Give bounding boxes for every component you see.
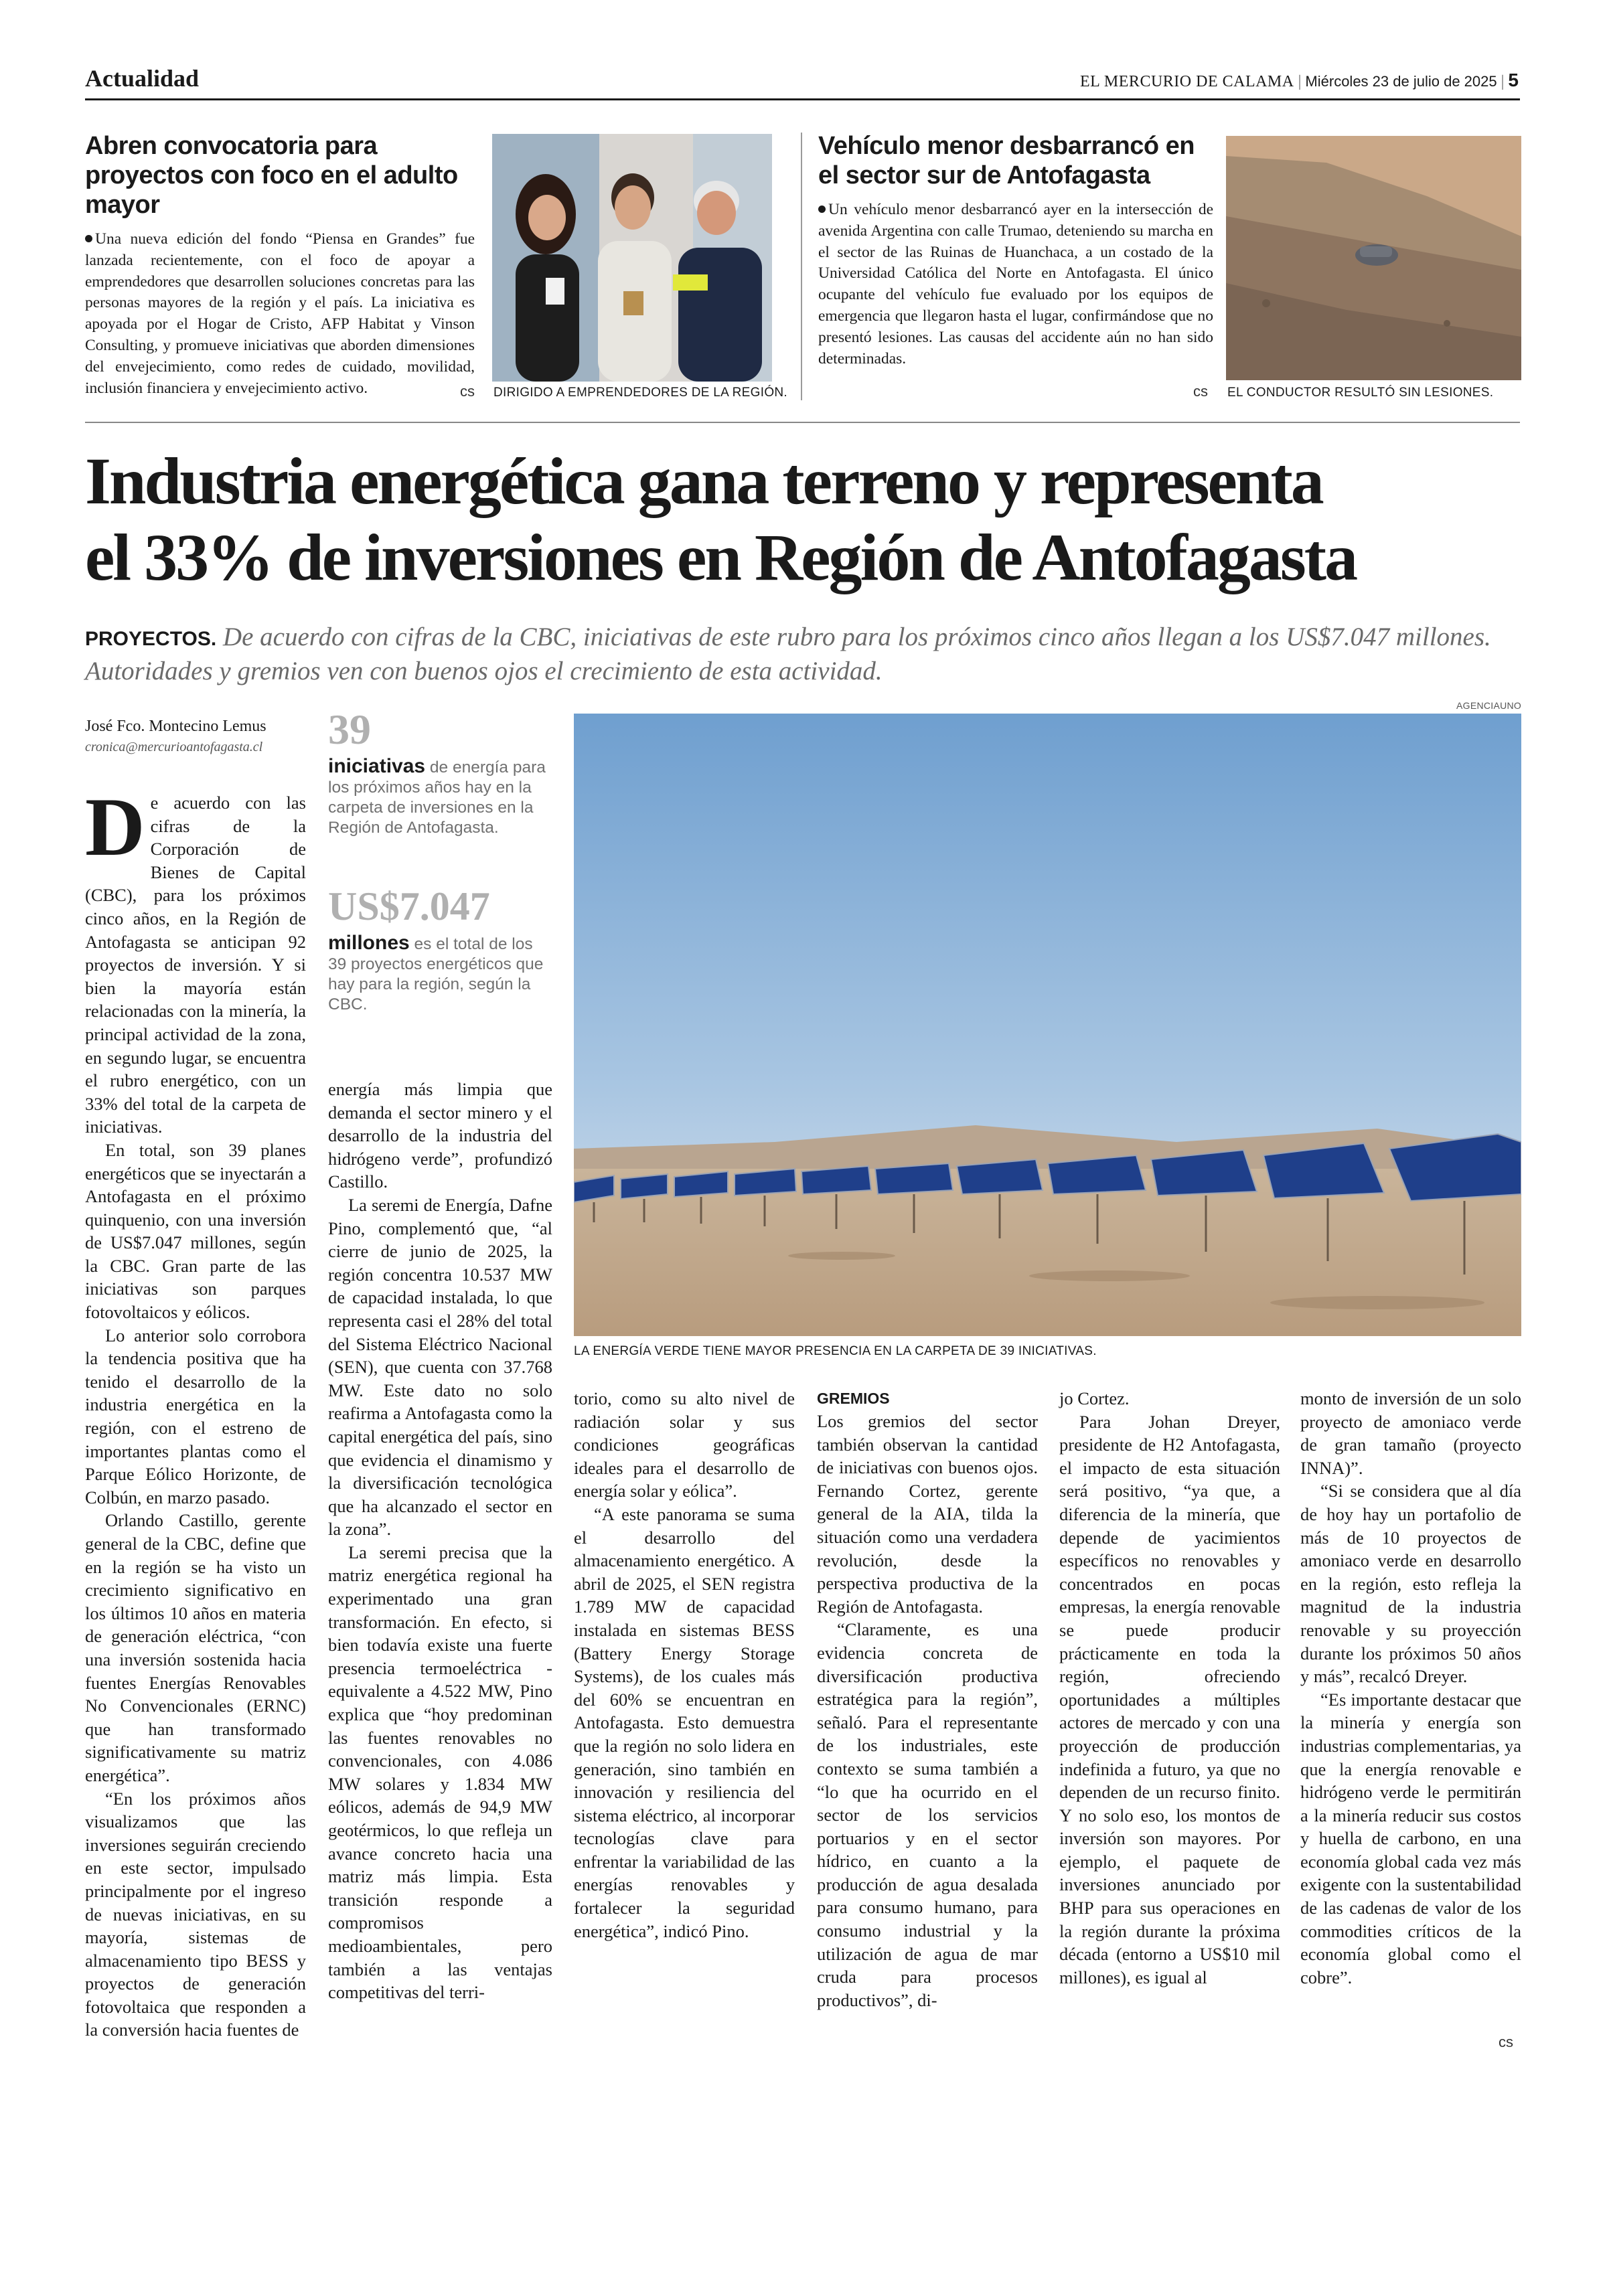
stat-box-1: [328, 708, 552, 838]
main-photo-caption: LA ENERGÍA VERDE TIENE MAYOR PRESENCIA EN LA CARPETA DE 39 INICIATIVAS.: [574, 1344, 1097, 1358]
col1-paragraph-2: En total, son 39 planes energéticos que se inyectarán a Antofagasta en el próximo quinquenio, con una inversión de US$7.047 millones, según la CBC. Gran parte de las iniciativas son parques fotovoltaicos y eólicos.: [85, 1139, 306, 1323]
col1-paragraph-4: Orlando Castillo, gerente general de la CBC, define que en la región se ha visto un crecimiento significativo en los últimos 10 años en materia de generación eléctrica, “con una inversión sostenida hacia fuentes Energías Renovables No Convencionales (ERNC) que han transformado significativamente su matriz energética”.: [85, 1510, 306, 1785]
brief-right-photo: [1226, 136, 1521, 380]
hillside-car-illustration: [1226, 136, 1521, 380]
stat-2-description: [328, 933, 552, 1015]
article-column-6: [1300, 1387, 1521, 1989]
page-folio: EL MERCURIO DE CALAMA | Miércoles 23 de julio de 2025 | 5: [1080, 70, 1519, 90]
newspaper-name: EL MERCURIO DE CALAMA: [1080, 73, 1294, 90]
end-mark-icon: cs: [1193, 383, 1208, 400]
end-mark-icon: cs: [460, 383, 475, 400]
col6-paragraph-1: monto de inversión de un solo proyecto de amoniaco verde de gran tamaño (proyecto INNA)”.: [1300, 1388, 1521, 1478]
col6-paragraph-3: “Es importante destacar que la minería y energía son industrias complementarias, ya que la energía renovable e hidrógeno verde le permitirán a la minería reducir sus costos y huella de carbono, en una economía global cada vez más exigente con la sustentabilidad de las cadenas de valor de los commodities críticos de la economía global como el cobre”.: [1300, 1689, 1521, 1987]
brief-left-caption: DIRIGIDO A EMPRENDEDORES DE LA REGIÓN.: [493, 386, 787, 400]
lead-paragraph: [85, 621, 1521, 687]
col3-paragraph-2: “A este panorama se suma el desarrollo del almacenamiento energético. A abril de 2025, el SEN registra 1.789 MW de capacidad instalada en sistemas BESS (Battery Energy Storage Systems), de los cuales más del 60% se encuentran en Antofagasta. Esto demuestra que la región no solo lidera en generación, sino también en innovación y resiliencia del sistema eléctrico, al incorporar tecnologías clave para enfrentar la variabilidad de las energías renovables y fortalecer la seguridad energética”, indicó Pino.: [574, 1503, 795, 1941]
brief-left: [85, 131, 475, 399]
solar-panels-photo-illustration: [574, 714, 1521, 1336]
stat-1-number: 39: [328, 706, 371, 753]
stat-2-text: es el total de los 39 proyectos energéticos que hay para la región, según la CBC.: [328, 935, 544, 1013]
bullet-icon: [818, 206, 826, 213]
brief-right-caption: EL CONDUCTOR RESULTÓ SIN LESIONES.: [1227, 386, 1494, 400]
stat-1-bold: iniciativas: [328, 755, 426, 777]
headline-line-2: el 33% de inversiones en Región de Antofagasta: [85, 520, 1357, 594]
article-column-4: [817, 1387, 1038, 2012]
col1-paragraph-3: Lo anterior solo corrobora la tendencia positiva que ha tenido el desarrollo de la industria energética en la región, con el estreno de importantes plantas como el Parque Eólico Horizonte, de Colbún, en marzo pasado.: [85, 1325, 306, 1507]
col2-paragraph-1: energía más limpia que demanda el sector minero y el desarrollo de la industria del hidrógeno verde”, profundizó Castillo.: [328, 1079, 552, 1192]
subhead-gremios: GREMIOS: [817, 1390, 890, 1407]
photo-credit: AGENCIAUNO: [1456, 700, 1522, 711]
brief-divider: [801, 133, 802, 400]
col4-paragraph-2: “Claramente, es una evidencia concreta de diversificación productiva estratégica para la región”, señaló. Para el representante de los industriales, este contexto se suma también a “lo que ha ocurrido en el sector de los servicios portuarios y en el sector hídrico, en cuanto a la producción de agua desalada para consumo humano, para consumo industrial y la utilización de agua de mar cruda para procesos productivos”, di-: [817, 1619, 1038, 2010]
issue-date: Miércoles 23 de julio de 2025: [1305, 73, 1497, 90]
main-photo: [574, 714, 1521, 1336]
col6-paragraph-2: “Si se considera que al día de hoy hay un portafolio de más de 10 proyectos de amoniaco verde en desarrollo en la región, esto refleja la magnitud de la industria renovable y su proyección durante los próximos 50 años y más”, recalcó Dreyer.: [1300, 1481, 1521, 1687]
col2-paragraph-2: La seremi de Energía, Dafne Pino, complementó que, “al cierre de junio de 2025, la región concentra 10.537 MW de capacidad instalada, lo que representa casi el 28% del total del Sistema Eléctrico Nacional (SEN), que cuenta con 37.768 MW. Este dato no solo reafirma a Antofagasta como la capital energética del país, sino que evidencia el dinamismo y la diversificación tecnológica que ha alcanzado el sector en la zona”.: [328, 1194, 552, 1540]
headline-line-1: Industria energética gana terreno y representa: [85, 444, 1322, 518]
section-rule: [85, 422, 1520, 423]
kicker: PROYECTOS.: [85, 628, 217, 650]
stat-box-2: [328, 885, 552, 1015]
main-headline: [85, 443, 1525, 596]
page-number: 5: [1508, 70, 1519, 90]
stat-1-text: de energía para los próximos años hay en la carpeta de inversiones en la Región de Antofagasta.: [328, 758, 546, 837]
brief-right-body: [818, 199, 1213, 370]
brief-right-text: Un vehículo menor desbarrancó ayer en la intersección de avenida Argentina con calle Trumao, deteniendo su marcha en el sector de las Ruinas de Huanchaca, a un costado de la Universidad Católica del Norte en Antofagasta. El único ocupante del vehículo fue evaluado por los equipos de emergencia que llegaron hasta el lugar, confirmándose que no presentó lesiones. Las causas del accidente aún no han sido determinadas.: [818, 201, 1213, 367]
stat-2-number: US$7.047: [328, 884, 490, 928]
brief-right-title: Vehículo menor desbarrancó en el sector sur de Antofagasta: [818, 132, 1195, 189]
col5-paragraph-1: jo Cortez.: [1059, 1388, 1130, 1408]
byline: [85, 718, 306, 755]
col1-paragraph-5: “En los próximos años visualizamos que las inversiones seguirán creciendo en este sector, impulsado principalmente por el ingreso de nuevas iniciativas, en su mayoría, sistemas de almacenamiento tipo BESS y proyectos de generación fotovoltaica que responden a la conversión hacia fuentes de: [85, 1788, 306, 2040]
brief-right: [818, 131, 1213, 370]
stat-1-description: [328, 756, 552, 838]
header-rule: [85, 98, 1520, 100]
stat-2-bold: millones: [328, 932, 410, 954]
lead-text: De acuerdo con cifras de la CBC, iniciativas de este rubro para los próximos cinco años llegan a los US$7.047 millones. Autoridades y gremios ven con buenos ojos el crecimiento de esta actividad.: [85, 623, 1491, 685]
article-column-3: [574, 1387, 795, 1943]
end-mark-icon: cs: [1499, 2034, 1513, 2050]
col1-paragraph-1: De acuerdo con las cifras de la Corporación de Bienes de Capital (CBC), para los próximos cinco años, en la Región de Antofagasta se anticipan 92 proyectos de inversión. Y si bien la mayoría están relacionadas con la minería, la principal actividad de la zona, en segundo lugar, se encuentra el rubro energético, con un 33% del total de la carpeta de iniciativas.: [85, 781, 306, 1137]
bullet-icon: [85, 235, 92, 242]
col4-paragraph-1: Los gremios del sector también observan la cantidad de iniciativas con buenos ojos. Fernando Cortez, gerente general de la AIA, tilda la situación como una verdadera revolución, desde la perspectiva productiva de la Región de Antofagasta.: [817, 1411, 1038, 1617]
brief-left-title: Abren convocatoria para proyectos con foco en el adulto mayor: [85, 132, 458, 219]
section-label: Actualidad: [85, 65, 200, 92]
brief-left-body: [85, 229, 475, 399]
drop-cap: D: [85, 781, 145, 873]
author-name: José Fco. Montecino Lemus: [85, 718, 266, 735]
brief-left-photo: [492, 134, 772, 382]
col2-paragraph-3: La seremi precisa que la matriz energética regional ha experimentado una gran transformación. En efecto, si bien todavía existe una fuerte presencia termoeléctrica - equivalente a 4.522 MW, Pino explica que “hoy predominan las fuentes renovables no convencionales, con 4.086 MW solares y 1.834 MW eólicos, además de 94,9 MW geotérmicos, lo que refleja un avance concreto hacia una matriz más limpia. Esta transición responde a compromisos medioambientales, pero también a las ventajas competitivas del terri-: [328, 1542, 552, 2003]
people-photo-illustration: [492, 134, 772, 382]
brief-left-text: Una nueva edición del fondo “Piensa en Grandes” fue lanzada recientemente, con el foco de apoyar a emprendedores que desarrollen soluciones concretas para las personas mayores de la región y el país. La iniciativa es apoyada por el Hogar de Cristo, AFP Habitat y Vinson Consulting, y promueve iniciativas que aborden dimensiones del envejecimiento, como redes de cuidado, movilidad, inclusión financiera y envejecimiento activo.: [85, 230, 475, 397]
author-email: cronica@mercurioantofagasta.cl: [85, 740, 263, 754]
article-column-1: [85, 781, 306, 2042]
col5-paragraph-2: Para Johan Dreyer, presidente de H2 Antofagasta, el impacto de esta situación será positivo, “ya que, a diferencia de la minería, que depende de yacimientos específicos no renovables y concentrados en pocas empresas, la energía renovable se puede producir prácticamente en toda la región, ofreciendo oportunidades a múltiples actores de mercado y con una proyección de producción indefinida a futuro, ya que no dependen de un recurso finito. Y no solo eso, los montos de inversión son mayores. Por ejemplo, el paquete de inversiones anunciado por BHP para sus operaciones en la región durante la próxima década (entorno a US$10 mil millones), es igual al: [1059, 1411, 1280, 1987]
article-column-5: [1059, 1387, 1280, 1989]
article-column-2: [328, 1078, 552, 2004]
col3-paragraph-1: torio, como su alto nivel de radiación solar y sus condiciones geográficas ideales para el desarrollo de energía solar y eólica”.: [574, 1388, 795, 1501]
